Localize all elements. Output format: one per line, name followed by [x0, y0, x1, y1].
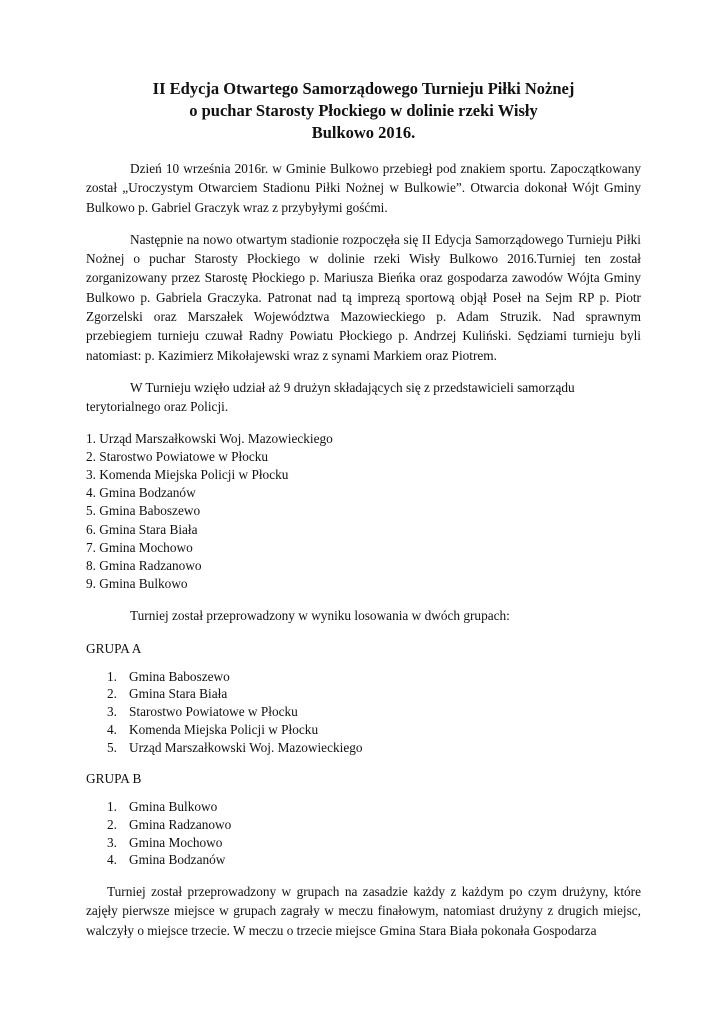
item-name: Komenda Miejska Policji w Płocku — [129, 721, 319, 737]
list-item: 4. Gmina Bodzanów — [86, 485, 196, 501]
list-item: 2. Starostwo Powiatowe w Płocku — [86, 448, 269, 464]
document-page — [86, 78, 641, 940]
item-number: 4. — [107, 852, 117, 868]
paragraph-teams-intro: W Turnieju wzięło udział aż 9 drużyn składających się z przedstawicieli samorządu terytorialnego oraz Policji. — [86, 379, 575, 415]
list-item — [86, 798, 641, 816]
list-item — [86, 703, 641, 721]
item-number: 2. — [107, 686, 117, 702]
item-name: Gmina Bodzanów — [129, 852, 226, 868]
group-b-list — [86, 798, 641, 869]
item-number: 1. — [107, 668, 117, 684]
list-item — [86, 834, 641, 852]
group-a-heading: GRUPA A — [86, 640, 142, 656]
list-item: 9. Gmina Bulkowo — [86, 576, 188, 592]
list-item: 3. Komenda Miejska Policji w Płocku — [86, 466, 289, 482]
item-name: Gmina Stara Biała — [129, 686, 228, 702]
list-item — [86, 721, 641, 739]
list-item — [86, 739, 641, 757]
list-item — [86, 685, 641, 703]
list-item: 5. Gmina Baboszewo — [86, 503, 201, 519]
list-item — [86, 816, 641, 834]
item-name: Starostwo Powiatowe w Płocku — [129, 704, 298, 720]
item-name: Gmina Baboszewo — [129, 668, 230, 684]
item-name: Gmina Bulkowo — [129, 799, 218, 815]
item-name: Gmina Mochowo — [129, 834, 223, 850]
item-number: 5. — [107, 739, 117, 755]
document-title — [86, 78, 641, 144]
teams-list — [86, 430, 641, 594]
item-number: 2. — [107, 816, 117, 832]
item-name: Urząd Marszałkowski Woj. Mazowieckiego — [129, 739, 363, 755]
paragraph-opening: Dzień 10 września 2016r. w Gminie Bulkowo przebiegł pod znakiem sportu. Zapoczątkowany został „Uroczystym Otwarciem Stadionu Piłki Nożnej w Bulkowie”. Otwarcia dokonał Wójt Gminy Bulkowo p. Gabriel Graczyk wraz z przybyłymi gośćmi. — [86, 161, 641, 215]
title-line-3: Bulkowo 2016. — [311, 123, 416, 142]
list-item: 1. Urząd Marszałkowski Woj. Mazowieckiego — [86, 430, 333, 446]
list-item: 6. Gmina Stara Biała — [86, 521, 198, 537]
paragraph-draw: Turniej został przeprowadzony w wyniku losowania w dwóch grupach: — [130, 608, 510, 624]
list-item: 7. Gmina Mochowo — [86, 539, 193, 555]
list-item: 8. Gmina Radzanowo — [86, 557, 202, 573]
list-item — [86, 851, 641, 869]
group-a-list — [86, 668, 641, 757]
item-number: 4. — [107, 721, 117, 737]
item-number: 1. — [107, 799, 117, 815]
title-line-1: II Edycja Otwartego Samorządowego Turnieju Piłki Nożnej — [152, 79, 575, 98]
paragraph-tournament: Następnie na nowo otwartym stadionie rozpoczęła się II Edycja Samorządowego Turnieju Piłki Nożnej o puchar Starosty Płockiego w dolinie rzeki Wisły Bulkowo 2016.Turniej ten został zorganizowany przez Starostę Płockiego p. Mariusza Bieńka oraz gospodarza zawodów Wójta Gminy Bulkowo p. Gabriela Graczyka. Patronat nad tą imprezą sportową objął Poseł na Sejm RP p. Piotr Zgorzelski oraz Marszałek Województwa Mazowieckiego p. Adam Struzik. Nad sprawnym przebiegiem turnieju czuwał Radny Powiatu Płockiego p. Andrzej Kuliński. Sędziami turnieju byli natomiast: p. Kazimierz Mikołajewski wraz z synami Markiem oraz Piotrem. — [86, 231, 641, 363]
title-line-2: o puchar Starosty Płockiego w dolinie rzeki Wisły — [189, 101, 538, 120]
group-b-heading: GRUPA B — [86, 771, 142, 787]
list-item — [86, 668, 641, 686]
item-number: 3. — [107, 834, 117, 850]
paragraph-format: Turniej został przeprowadzony w grupach na zasadzie każdy z każdym po czym drużyny, które zajęły pierwsze miejsce w grupach zagrały w meczu finałowym, natomiast drużyny z drugich miejsc, walczyły o miejsce trzecie. W meczu o trzecie miejsce Gmina Stara Biała pokonała Gospodarza — [86, 884, 641, 938]
item-number: 3. — [107, 704, 117, 720]
item-name: Gmina Radzanowo — [129, 816, 232, 832]
